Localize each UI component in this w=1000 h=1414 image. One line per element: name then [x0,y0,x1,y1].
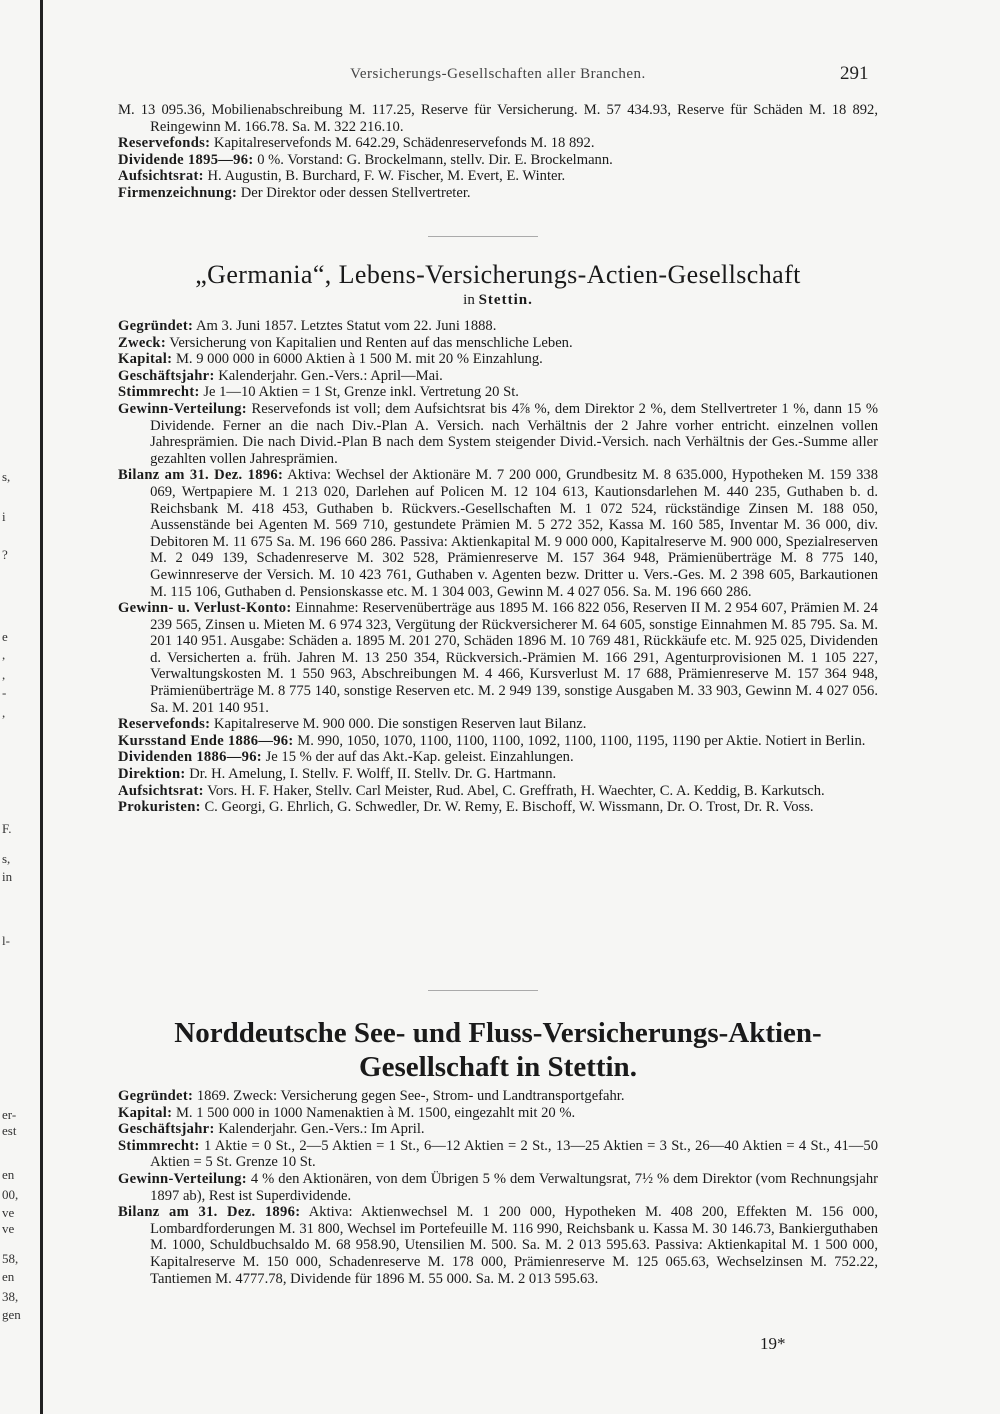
entry-key: Kapital: [118,351,173,368]
entry-text: Reservefonds ist voll; dem Aufsichtsrat bis 4⅞ %, dem Direktor 2 %, dem Stellvertreter 1 %, dann 15 % Dividende. Ferner an die nach Div.-Plan A. Versich. nach Verhältnis der 2 Jahre vorher entricht. einzelnen vollen Jahresprämien. Die nach Divid.-Plan B nach dem System steigender Divid.-Versich. nach Verhältnis der Ges.-Summe aller gezahlten vollen Jahresprämien. [150,400,878,467]
entry [118,1171,878,1204]
title-line-1: Norddeutsche See- und Fluss-Versicherungs-Aktien- [174,1017,822,1049]
entry [118,102,878,135]
entry-key: Reservefonds: [118,716,211,733]
margin-fragment: in [2,869,13,884]
germania-title: „Germania“, Lebens-Versicherungs-Actien-Gesellschaft [195,260,801,289]
entry [118,318,878,335]
entry-key: Direktion: [118,766,186,783]
entry [118,1204,878,1287]
page-number: 291 [840,63,869,84]
section-divider [428,236,538,237]
margin-fragment: F. [2,821,12,836]
margin-fragment: er- [2,1107,17,1122]
entry-text: Versicherung von Kapitalien und Renten auf das menschliche Leben. [169,334,573,351]
margin-fragment: , [2,647,6,662]
left-margin-fragments [0,0,32,1414]
margin-fragment: gen [2,1307,21,1322]
margin-fragment: en [2,1269,15,1284]
entry-text: Kalenderjahr. Gen.-Vers.: Im April. [218,1121,425,1138]
entry-key: Aufsichtsrat: [118,782,204,799]
entry-key: Dividenden 1886—96: [118,749,262,766]
norddeutsche-title [118,1016,878,1084]
entry [118,351,878,368]
entry-text: M. 990, 1050, 1070, 1100, 1100, 1100, 1092, 1100, 1100, 1195, 1190 per Aktie. Notiert in Berlin. [297,732,866,749]
entry [118,185,878,202]
margin-fragment: en [2,1167,15,1182]
location-prefix: in [463,292,475,308]
entry-text: C. Georgi, G. Ehrlich, G. Schwedler, Dr. W. Remy, E. Bischoff, W. Wissmann, Dr. O. Trost, Dr. R. Voss. [204,799,814,816]
germania-entries [118,318,878,816]
margin-fragment: est [2,1123,17,1138]
entry-text: Kalenderjahr. Gen.-Vers.: April—Mai. [218,367,443,384]
entry-key: Kursstand Ende 1886—96: [118,732,294,749]
margin-fragment: , [2,705,6,720]
entry-text: 1 Aktie = 0 St., 2—5 Aktien = 1 St., 6—12 Aktien = 2 St., 13—25 Aktien = 3 St., 26—40 Aktien = 4 St., 41—50 Aktien = 5 St. Grenze 10 St. [150,1137,878,1171]
location-city: Stettin. [478,292,533,308]
entry-key: Gewinn-Verteilung: [118,1170,247,1187]
entry [118,401,878,467]
entry-key: Bilanz am 31. Dez. 1896: [118,467,284,484]
norddeutsche-entries [118,1088,878,1287]
entry-key: Aufsichtsrat: [118,168,204,185]
entry [118,766,878,783]
margin-fragment: , [2,667,6,682]
entry-text: Der Direktor oder dessen Stellvertreter. [240,184,471,201]
entry-key: Firmenzeichnung: [118,184,238,201]
binding-edge [40,0,43,1414]
entry [118,135,878,152]
entry-text: 4 % den Aktionären, von dem Übrigen 5 % dem Verwaltungsrat, 7½ % dem Direktor (vom Rechnungsjahr 1897 ab), Rest ist Superdividende. [150,1170,878,1204]
entry-text: Einnahme: Reservenüberträge aus 1895 M. 166 822 056, Reserven II M. 2 954 607, Prämien M. 24 239 565, Zinsen u. Mieten M. 6 974 323, Vergütung der Rückversicherer M. 64 605, sonstige Einnahmen M. 85 795. Sa. M. 201 140 951. Ausgabe: Schäden a. 1895 M. 201 270, Schäden 1896 M. 10 769 481, Rückkäufe etc. M. 925 025, Dividenden d. Versicherten a. früh. Jahren M. 13 250 354, Rückversich.-Prämien M. 166 291, Agenturprovisionen M. 1 105 227, Verwaltungskosten M. 1 550 963, Abschreibungen M. 4 466, Kursverlust M. 17 688, Prämienreserve M. 157 364 948, Prämienüberträge M. 8 775 140, sonstige Reserven etc. M. 2 949 139, sonstige Ausgaben M. 33 903, Gewinn M. 4 027 056. Sa. M. 201 140 951. [150,600,878,716]
margin-fragment: e [2,629,8,644]
entry-text: 0 %. Vorstand: G. Brockelmann, stellv. Dir. E. Brockelmann. [257,151,613,168]
margin-fragment: 38, [2,1289,19,1304]
entry-text: Kapitalreservefonds M. 642.29, Schädenreservefonds M. 18 892. [213,135,595,152]
entry-text: M. 13 095.36, Mobilienabschreibung M. 117.25, Reserve für Versicherung. M. 57 434.93, Reserve für Schäden M. 18 892, Reingewinn M. 166.78. Sa. M. 322 216.10. [118,102,878,135]
germania-location [118,292,878,309]
margin-fragment: 00, [2,1187,19,1202]
entry [118,783,878,800]
entry [118,1105,878,1122]
margin-fragment: i [2,509,6,524]
entry-text: Vors. H. F. Haker, Stellv. Carl Meister, Rud. Abel, C. Greffrath, H. Waechter, C. A. Keddig, B. Karkutsch. [207,782,825,799]
entry-text: Je 15 % der auf das Akt.-Kap. geleist. Einzahlungen. [265,749,574,766]
margin-fragment: - [2,685,7,700]
entry-text: H. Augustin, B. Burchard, F. W. Fischer, M. Evert, E. Winter. [207,168,566,185]
entry-text: Aktiva: Wechsel der Aktionäre M. 7 200 000, Grundbesitz M. 8 635.000, Hypotheken M. 159 338 069, Wertpapiere M. 1 213 020, Darlehen auf Policen M. 12 104 613, Kautionsdarlehen M. 440 235, Guthaben b. d. Reichsbank M. 418 453, Guthaben b. Rückvers.-Gesellschaften M. 1 072 524, rückständige Zinsen M. 188 050, Aussenstände bei Agenten M. 569 710, gestundete Prämien M. 5 272 352, Kassa M. 160 585, Inventar M. 36 000, div. Debitoren M. 11 675 Sa. M. 196 660 286. Passiva: Aktienkapital M. 9 000 000, Kapitalreserve M. 900 000, Spezialreserven M. 2 049 139, Schadenreserve M. 302 528, Prämienreserve M. 157 364 948, Prämienüberträge M. 8 775 140, Gewinnreserve der Versich. M. 10 423 761, Guthaben v. Agenten bezw. Dritter u. Vers.-Ges. M. 2 398 605, Barkautionen M. 115 106, Guthaben d. Pensionskasse etc. M. 1 304 003, Gewinn M. 4 027 056. Sa. M. 196 660 286. [150,467,879,600]
entry-text: Je 1—10 Aktien = 1 St, Grenze inkl. Vertretung 20 St. [203,384,519,401]
entry-key: Zweck: [118,334,167,351]
entry [118,733,878,750]
entry [118,384,878,401]
entry-text: 1869. Zweck: Versicherung gegen See-, Strom- und Landtransportgefahr. [196,1088,625,1104]
margin-fragment: s, [2,469,11,484]
entry-key: Gegründet: [118,1088,194,1104]
entry-key: Gewinn- u. Verlust-Konto: [118,600,292,617]
entry [118,1121,878,1138]
entry-text: Aktiva: Aktienwechsel M. 1 200 000, Hypotheken M. 408 200, Effekten M. 156 000, Lombardforderungen M. 31 800, Wechsel im Portefeuille M. 116 990, Reichsbank u. Kassa M. 30 146.73, Bankierguthaben M. 1000, Schuldbuchsaldo M. 68 958.90, Utensilien M. 500. Sa. M. 2 013 595.63. Passiva: Aktienkapital M. 1 500 000, Kapitalreserve M. 150 000, Schadenreserve M. 178 000, Prämienreserve M. 125 065.63, Wechselzinsen M. 752.22, Tantiemen M. 4777.78, Dividende für 1896 M. 55 000. Sa. M. 2 013 595.63. [150,1204,879,1287]
entry-key: Stimmrecht: [118,1137,200,1154]
entry [118,335,878,352]
entry-key: Gegründet: [118,318,194,334]
entry-key: Reservefonds: [118,135,211,152]
margin-fragment: ? [2,547,8,562]
entry-key: Gewinn-Verteilung: [118,400,247,417]
title-line-2: Gesellschaft in Stettin. [359,1051,637,1083]
entry [118,368,878,385]
entry-text: M. 9 000 000 in 6000 Aktien à 1 500 M. mit 20 % Einzahlung. [175,351,543,368]
entry-key: Dividende 1895—96: [118,151,254,168]
entry [118,1088,878,1105]
entry-key: Geschäftsjahr: [118,1121,215,1138]
entry-key: Geschäftsjahr: [118,367,215,384]
entry [118,152,878,169]
entry [118,749,878,766]
entry-key: Kapital: [118,1104,173,1121]
entry [118,716,878,733]
section-divider-2 [428,990,538,991]
entry-text: Am 3. Juni 1857. Letztes Statut vom 22. Juni 1888. [196,318,497,334]
entry-text: Kapitalreserve M. 900 000. Die sonstigen Reserven laut Bilanz. [213,716,587,733]
entry-text: M. 1 500 000 in 1000 Namenaktien à M. 1500, eingezahlt mit 20 %. [175,1104,576,1121]
entry [118,799,878,816]
margin-fragment: ve [2,1205,15,1220]
running-header: Versicherungs-Gesellschaften aller Branchen. [350,66,646,82]
margin-fragment: l- [2,933,10,948]
entry [118,1138,878,1171]
signature-mark: 19* [760,1334,786,1353]
entry [118,467,878,600]
margin-fragment: ve [2,1221,15,1236]
entry-key: Stimmrecht: [118,384,200,401]
entry-key: Bilanz am 31. Dez. 1896: [118,1204,301,1221]
entry [118,168,878,185]
entry-text: Dr. H. Amelung, I. Stellv. F. Wolff, II. Stellv. Dr. G. Hartmann. [189,766,557,783]
margin-fragment: 58, [2,1251,19,1266]
previous-company-continuation [118,102,878,202]
entry [118,600,878,716]
margin-fragment: s, [2,851,11,866]
entry-key: Prokuristen: [118,799,201,816]
